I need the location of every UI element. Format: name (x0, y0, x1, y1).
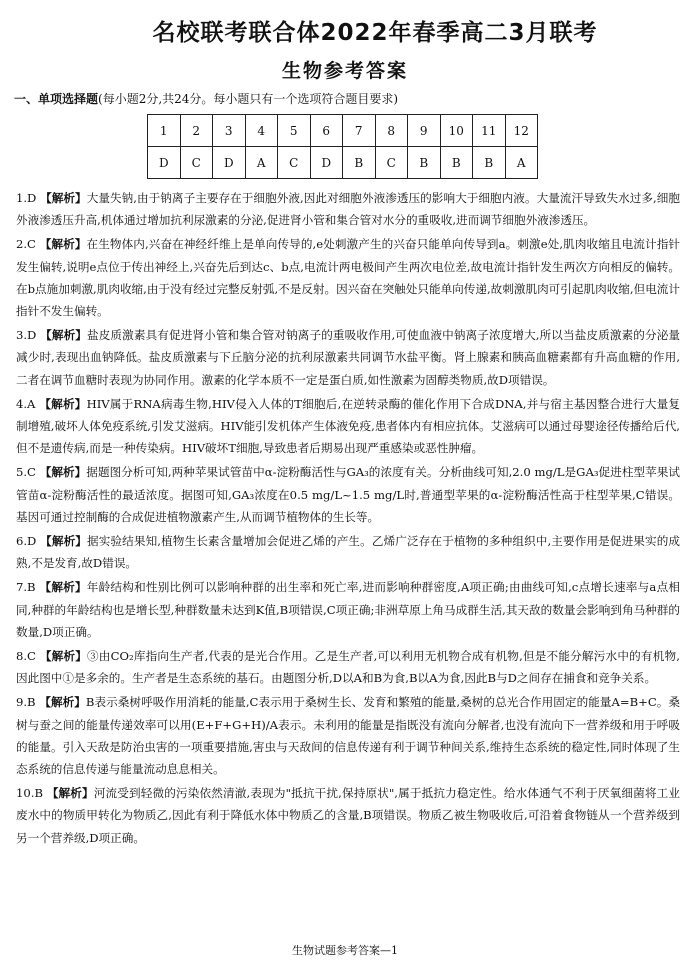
item-text: B表示桑树呼吸作用消耗的能量,C表示用于桑树生长、发育和繁殖的能量,桑树的总光合作用固定的能量A=B+C。桑树与蚕之间的能量传递效率可以用(E+F+G+H)/A表示。未利用的能量是指既没有流向分解者,也没有流向下一营养级和用于呼吸的能量。引入天敌是防治虫害的一项重要措施,害虫与天敌间的信息传递有利于调节种间关系,维持生态系统的稳定性,同时体现了生态系统的信息传递与能量流动息息相关。 (16, 695, 680, 777)
answer-cell: C (180, 147, 213, 179)
answer-cell: C (375, 147, 408, 179)
analysis-tag: 【解析】 (40, 191, 87, 205)
explanation-item (16, 530, 680, 574)
section-heading (14, 90, 398, 107)
analysis-tag: 【解析】 (46, 786, 94, 801)
question-number: 6 (310, 115, 343, 147)
analysis-tag: 【解析】 (39, 695, 86, 710)
explanation-item (16, 782, 680, 849)
question-number: 11 (473, 115, 506, 147)
analysis-tag: 【解析】 (39, 396, 87, 411)
explanation-item (16, 393, 680, 460)
analysis-tag: 【解析】 (39, 465, 87, 480)
item-text: 在生物体内,兴奋在神经纤维上是单向传导的,e处刺激产生的兴奋只能单向传导到a。刺激e处,肌肉收缩且电流计指针发生偏转,说明e点位于传出神经上,兴奋先后到达c、b点,电流计两电极间产生两次电位差,故电流计指针发生两次方向相反的偏转。在b点施加刺激,肌肉收缩,由于没有经过完整反射弧,不是反射。因兴奋在突触处只能单向传递,故刺激肌肉可引起肌肉收缩,但电流计指针不发生偏转。 (16, 237, 680, 319)
analysis-tag: 【解析】 (39, 237, 87, 252)
explanation-item (16, 645, 680, 689)
page-footer: 生物试题参考答案—1 (292, 944, 398, 957)
explanation-item (16, 576, 680, 643)
answer-cell: C (278, 147, 311, 179)
analysis-tag: 【解析】 (39, 649, 88, 664)
item-number: 8.C (16, 649, 36, 664)
answer-cell: D (213, 147, 246, 179)
item-number: 5.C (16, 465, 36, 480)
answer-cell: A (505, 147, 538, 179)
answer-cell: B (473, 147, 506, 179)
question-number: 2 (180, 115, 213, 147)
item-number: 3.D (16, 328, 37, 343)
item-text: 河流受到轻微的污染依然清澈,表现为"抵抗干扰,保持原状",属于抵抗力稳定性。给水体通气不利于厌氧细菌将工业废水中的物质甲转化为物质乙,因此有利于降低水体中物质乙的含量,B项错误。物质乙被生物吸收后,可沿着食物链从一个营养级到另一个营养级,D项正确。 (16, 786, 680, 845)
answer-cell: A (245, 147, 278, 179)
question-number: 10 (440, 115, 473, 147)
analysis-tag: 【解析】 (39, 580, 87, 595)
answer-cell: B (343, 147, 376, 179)
section-note: (每小题2分,共24分。每小题只有一个选项符合题目要求) (98, 92, 399, 106)
analysis-tag: 【解析】 (40, 534, 88, 549)
question-number: 7 (343, 115, 376, 147)
analysis-tag: 【解析】 (40, 328, 88, 343)
item-number: 9.B (16, 695, 36, 710)
explanation-list (16, 187, 680, 851)
item-text: 大量失钠,由于钠离子主要存在于细胞外液,因此对细胞外液渗透压的影响大于细胞内液。大量流汗导致失水过多,细胞外液渗透压升高,机体通过增加抗利尿激素的分泌,促进肾小管和集合管对水分的重吸收,进而调节细胞外液渗透压。 (16, 191, 681, 228)
answer-table-number-row (148, 115, 538, 147)
answer-table-answer-row (148, 147, 538, 179)
question-number: 4 (245, 115, 278, 147)
item-text: 年龄结构和性别比例可以影响种群的出生率和死亡率,进而影响种群密度,A项正确;由曲线可知,c点增长速率与a点相同,种群的年龄结构也是增长型,种群数量未达到K值,B项错误,C项正确;非洲草原上角马成群生活,其天敌的数量会影响到角马种群的数量,D项正确。 (16, 580, 680, 639)
item-text: HIV属于RNA病毒生物,HIV侵入人体的T细胞后,在逆转录酶的催化作用下合成DNA,并与宿主基因整合进行大量复制增殖,破坏人体免疫系统,引发艾滋病。HIV能引发机体产生体液免疫,患者体内有相应抗体。艾滋病可以通过母婴途径传播给后代,但不是遗传病,而是一种传染病。HIV破坏T细胞,导致患者后期易出现严重感染或恶性肿瘤。 (16, 396, 680, 456)
answer-table (147, 114, 538, 179)
question-number: 8 (375, 115, 408, 147)
answer-cell: B (440, 147, 473, 179)
section-title: 一、单项选择题 (14, 92, 99, 106)
question-number: 1 (148, 115, 181, 147)
answer-cell: D (310, 147, 343, 179)
item-number: 10.B (16, 786, 43, 801)
explanation-item (16, 461, 680, 528)
explanation-item (16, 691, 680, 780)
explanation-item (16, 233, 680, 322)
item-text: 据题图分析可知,两种苹果试管苗中α-淀粉酶活性与GA₃的浓度有关。分析曲线可知,2.0 mg/L是GA₃促进柱型苹果试管苗α-淀粉酶活性的最适浓度。据图可知,GA₃浓度在0.5 mg/L~1.5 mg/L时,普通型苹果的α-淀粉酶活性高于柱型苹果,C错误。基因可通过控制酶的合成促进植物激素产生,从而调节植物体的生长等。 (16, 465, 681, 524)
question-number: 9 (408, 115, 441, 147)
item-number: 6.D (16, 534, 37, 549)
item-text: 盐皮质激素具有促进肾小管和集合管对钠离子的重吸收作用,可使血液中钠离子浓度增大,所以当盐皮质激素的分泌量减少时,表现出血钠降低。盐皮质激素与下丘脑分泌的抗利尿激素共同调节水盐平衡。肾上腺素和胰高血糖素都有升高血糖的作用,二者在调节血糖时表现为协同作用。激素的化学本质不一定是蛋白质,如性激素为固醇类物质,故D项错误。 (16, 328, 680, 387)
explanation-item (16, 324, 680, 391)
item-number: 4.A (16, 396, 36, 411)
item-number: 1.D (16, 191, 37, 205)
explanation-item (16, 187, 680, 231)
question-number: 3 (213, 115, 246, 147)
answer-cell: D (148, 147, 181, 179)
item-text: 据实验结果知,植物生长素含量增加会促进乙烯的产生。乙烯广泛存在于植物的多种组织中,主要作用是促进果实的成熟,不是发育,故D错误。 (16, 534, 680, 571)
item-number: 7.B (16, 580, 36, 595)
page-subtitle: 生物参考答案 (281, 60, 408, 82)
page-title: 名校联考联合体2022年春季高二3月联考 (152, 20, 598, 46)
answer-cell: B (408, 147, 441, 179)
question-number: 5 (278, 115, 311, 147)
item-number: 2.C (16, 237, 36, 252)
question-number: 12 (505, 115, 538, 147)
item-text: ③由CO₂库指向生产者,代表的是光合作用。乙是生产者,可以利用无机物合成有机物,但是不能分解污水中的有机物,因此图中①是多余的。生产者是生态系统的基石。由题图分析,D以A和B为食,B以A为食,因此B与D之间存在捕食和竞争关系。 (16, 649, 680, 686)
